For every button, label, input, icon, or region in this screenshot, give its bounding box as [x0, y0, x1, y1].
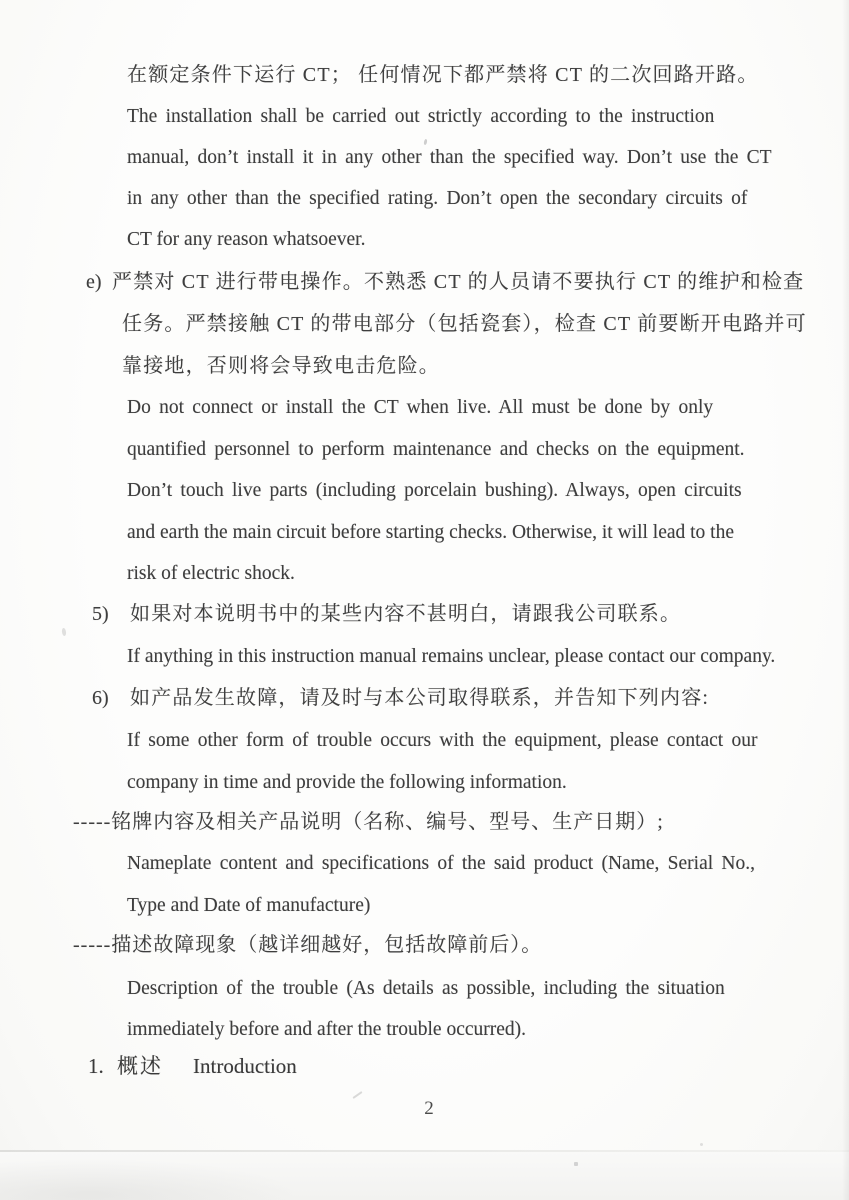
paragraph-line-en: company in time and provide the following information.	[127, 772, 567, 793]
scan-speck	[61, 628, 66, 636]
section-heading	[88, 1053, 297, 1079]
dash-item-line: -----铭牌内容及相关产品说明（名称、编号、型号、生产日期）;	[73, 811, 664, 833]
paragraph-line-en: If some other form of trouble occurs with the equipment, please contact our	[127, 730, 758, 751]
scan-edge-line	[0, 1150, 849, 1152]
dash-item-line: -----描述故障现象（越详细越好，包括故障前后）。	[73, 934, 543, 956]
list-item-text: 如果对本说明书中的某些内容不甚明白，请跟我公司联系。	[130, 603, 682, 625]
page-number: 2	[424, 1098, 434, 1119]
scan-speck	[700, 1143, 703, 1146]
paragraph-line-en: in any other than the specified rating. Don’t open the secondary circuits of	[127, 188, 748, 209]
list-marker: 6)	[92, 687, 109, 709]
paragraph-line-en: Do not connect or install the CT when live. All must be done by only	[127, 397, 714, 418]
paragraph-line-en: quantified personnel to perform maintenance and checks on the equipment.	[127, 439, 745, 460]
paragraph-line-en: CT for any reason whatsoever.	[127, 229, 366, 250]
list-marker: e)	[86, 271, 102, 293]
list-item-line	[92, 601, 681, 627]
heading-en: Introduction	[193, 1054, 297, 1078]
paragraph-line-en: Don’t touch live parts (including porcelain bushing). Always, open circuits	[127, 480, 742, 501]
list-item-text: 如产品发生故障，请及时与本公司取得联系，并告知下列内容:	[130, 687, 710, 709]
heading-number: 1.	[88, 1054, 104, 1078]
paragraph-line-en: If anything in this instruction manual remains unclear, please contact our company.	[127, 646, 776, 667]
paragraph-line-zh: 靠接地，否则将会导致电击危险。	[122, 355, 440, 377]
paragraph-line-en: Description of the trouble (As details as possible, including the situation	[127, 978, 725, 999]
paragraph-line-en: Nameplate content and specifications of the said product (Name, Serial No.,	[127, 853, 756, 874]
paragraph-line-zh: 在额定条件下运行 CT； 任何情况下都严禁将 CT 的二次回路开路。	[127, 64, 759, 86]
paragraph-line-en: risk of electric shock.	[127, 563, 295, 584]
paragraph-line-en: manual, don’t install it in any other than the specified way. Don’t use the CT	[127, 147, 772, 168]
list-item-text: 严禁对 CT 进行带电操作。不熟悉 CT 的人员请不要执行 CT 的维护和检查	[112, 271, 805, 293]
heading-zh: 概述	[117, 1054, 163, 1078]
paragraph-line-en: Type and Date of manufacture)	[127, 895, 371, 916]
list-marker: 5)	[92, 603, 109, 625]
scan-smudge	[0, 1158, 300, 1200]
scan-speck	[574, 1162, 578, 1166]
scan-right-edge-shadow	[842, 0, 849, 1200]
paragraph-line-en: The installation shall be carried out strictly according to the instruction	[127, 106, 715, 127]
list-item-line	[86, 269, 804, 295]
paragraph-line-en: immediately before and after the trouble occurred).	[127, 1019, 527, 1040]
list-item-line	[92, 685, 709, 711]
paragraph-line-zh: 任务。严禁接触 CT 的带电部分（包括瓷套），检查 CT 前要断开电路并可	[122, 313, 807, 335]
paragraph-line-en: and earth the main circuit before starting checks. Otherwise, it will lead to the	[127, 522, 734, 543]
